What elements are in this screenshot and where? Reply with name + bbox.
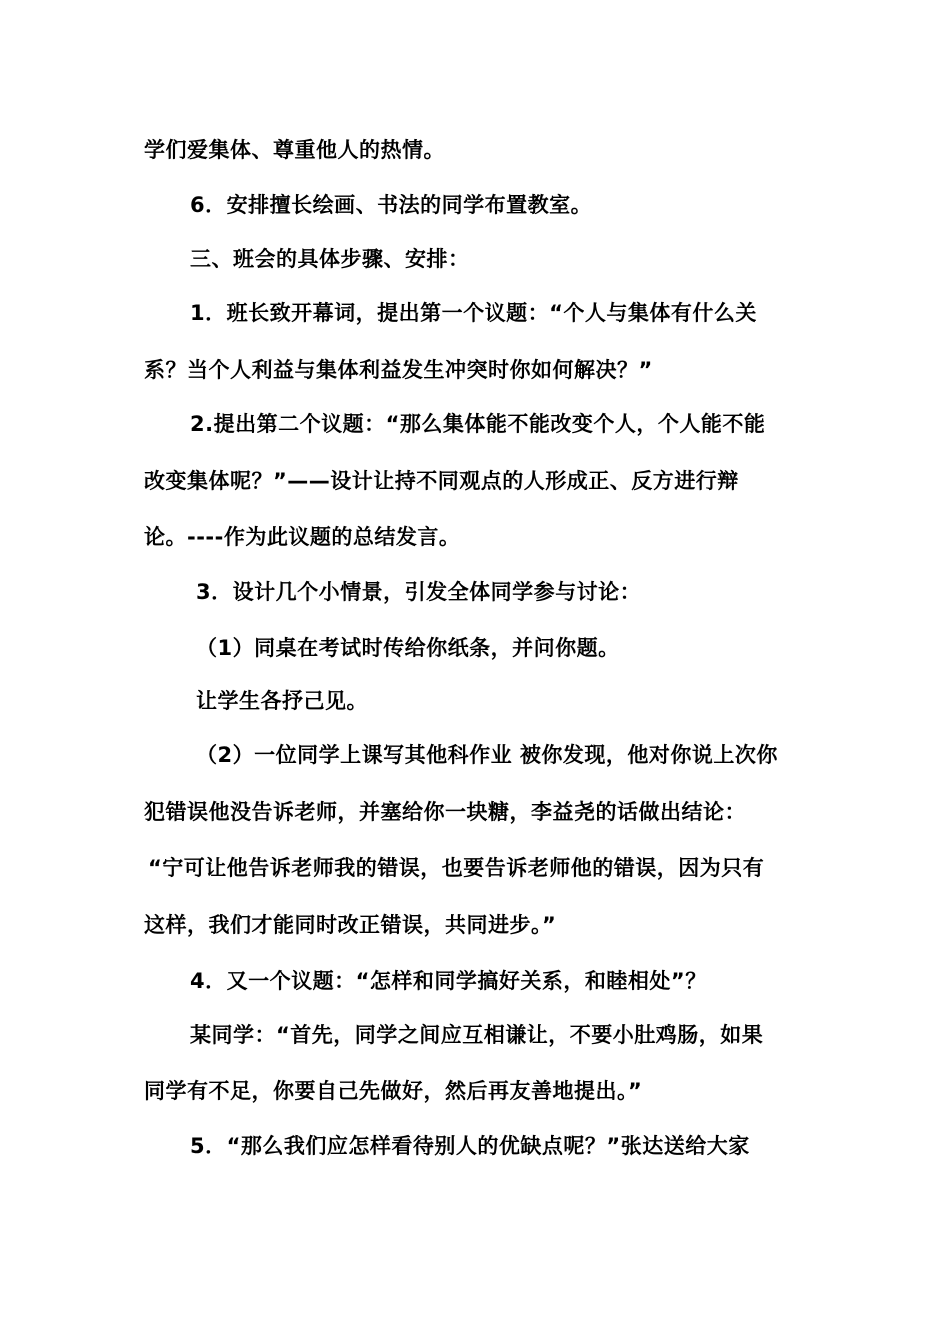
text-line: 3．设计几个小情景，引发全体同学参与讨论： <box>196 580 642 604</box>
text-line: 犯错误他没告诉老师，并塞给你一块糖，李益尧的话做出结论： <box>144 800 746 824</box>
text-line: 改变集体呢？”——设计让持不同观点的人形成正、反方进行辩 <box>144 469 739 493</box>
text-line: 系？当个人利益与集体利益发生冲突时你如何解决？” <box>144 358 653 382</box>
text-line: 4．又一个议题：“怎样和同学搞好关系，和睦相处”？ <box>190 969 707 993</box>
text-line: 同学有不足，你要自己先做好，然后再友善地提出。” <box>144 1079 643 1103</box>
text-line: （1）同桌在考试时传给你纸条，并问你题。 <box>196 636 620 660</box>
text-line: 让学生各抒己见。 <box>196 689 368 713</box>
text-line: （2）一位同学上课写其他科作业 被你发现，他对你说上次你 <box>196 743 778 767</box>
text-line: 这样，我们才能同时改正错误，共同进步。” <box>144 913 557 937</box>
text-line: 论。----作为此议题的总结发言。 <box>144 525 461 549</box>
text-line: 某同学：“首先，同学之间应互相谦让，不要小肚鸡肠，如果 <box>190 1023 764 1047</box>
text-line: “宁可让他告诉老师我的错误，也要告诉老师他的错误，因为只有 <box>148 856 765 880</box>
text-line: 5．“那么我们应怎样看待别人的优缺点呢？”张达送给大家 <box>190 1134 750 1158</box>
text-line: 学们爱集体、尊重他人的热情。 <box>144 138 445 162</box>
text-line: 6．安排擅长绘画、书法的同学布置教室。 <box>190 193 593 217</box>
text-line: 1．班长致开幕词，提出第一个议题：“个人与集体有什么关 <box>190 301 757 325</box>
text-line: 2.提出第二个议题：“那么集体能不能改变个人，个人能不能 <box>190 412 766 436</box>
section-heading: 三、班会的具体步骤、安排： <box>190 247 470 271</box>
